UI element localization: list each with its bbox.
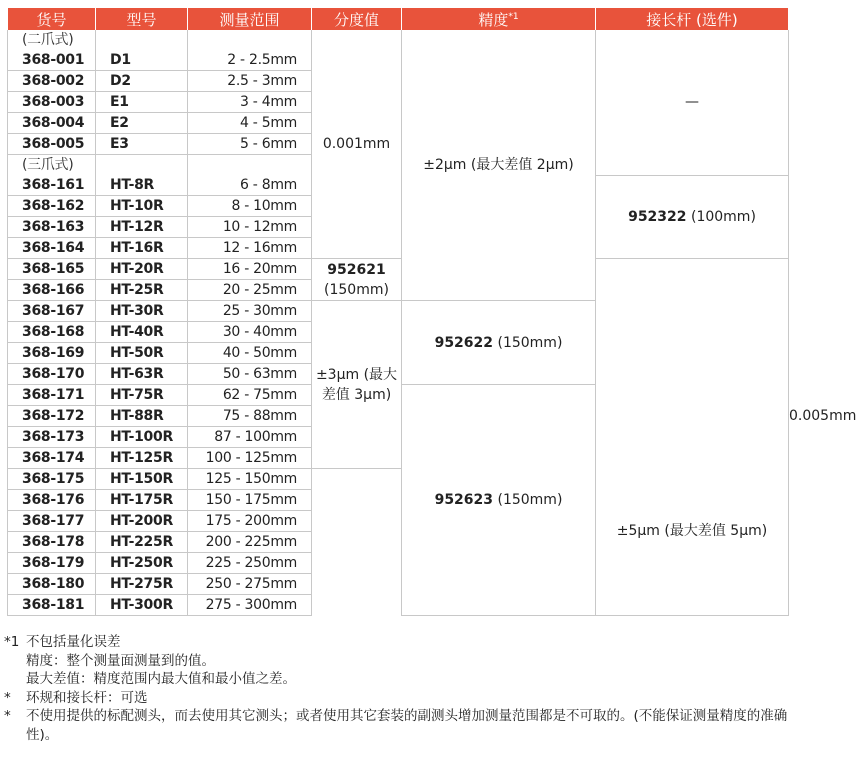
cell-range: 2 - 2.5mm [188,50,312,71]
table-row [8,301,789,322]
cell-code: 368-005 [8,134,96,155]
cell-range: 75 - 88mm [188,406,312,427]
group-row-two-point [8,30,789,50]
cell-model: HT-175R [96,490,188,511]
footnotes [4,633,788,744]
cell-code: 368-161 [8,175,96,196]
group-label-three-point: (三爪式) [8,155,96,176]
cell-model: D1 [96,50,188,71]
cell-code: 368-175 [8,469,96,490]
cell-code: 368-181 [8,595,96,616]
footnote-1-line2: 最大差值：精度范围内最大值和最小值之差。 [26,671,296,687]
cell-model: HT-25R [96,280,188,301]
cell-range: 50 - 63mm [188,364,312,385]
cell-model: E3 [96,134,188,155]
extension-code: 952621 [327,261,386,278]
footnote-text: 不包括量化误差 [26,634,121,650]
extension-length: (150mm) [497,334,563,351]
cell-code: 368-176 [8,490,96,511]
cell-model: HT-12R [96,217,188,238]
cell-code: 368-167 [8,301,96,322]
cell-code: 368-171 [8,385,96,406]
cell-range: 87 - 100mm [188,427,312,448]
footnote-mark: *1 [4,634,20,650]
cell-model: HT-275R [96,574,188,595]
group-label-two-point: (二爪式) [8,30,96,50]
footnote-1-line1: 精度：整个测量面测量到的值。 [26,652,215,669]
header-extension: 接长杆 (选件) [596,8,789,30]
group-spacer [188,30,312,50]
header-accuracy-label: 精度 [478,10,509,29]
cell-range: 150 - 175mm [188,490,312,511]
extension-length: (150mm) [497,492,563,508]
extension-length: (150mm) [324,281,389,298]
header-accuracy-mark: *1 [508,11,519,22]
cell-code: 368-002 [8,71,96,92]
cell-model: HT-10R [96,196,188,217]
cell-range: 275 - 300mm [188,595,312,616]
cell-model: HT-125R [96,448,188,469]
cell-range: 200 - 225mm [188,532,312,553]
extension-952622 [402,301,596,385]
cell-range: 125 - 150mm [188,469,312,490]
cell-range: 8 - 10mm [188,196,312,217]
cell-model: HT-8R [96,175,188,196]
extension-code: 952623 [434,492,494,508]
resolution-fine: 0.001mm [312,30,402,259]
cell-model: HT-75R [96,385,188,406]
cell-model: E2 [96,113,188,134]
accuracy-5um: ±5μm (最大差值 5μm) [596,448,789,616]
cell-range: 25 - 30mm [188,301,312,322]
cell-model: HT-300R [96,595,188,616]
cell-code: 368-169 [8,343,96,364]
cell-code: 368-170 [8,364,96,385]
footnote-2 [4,689,788,708]
cell-range: 2.5 - 3mm [188,71,312,92]
cell-range: 3 - 4mm [188,92,312,113]
extension-code: 952622 [434,334,494,351]
cell-range: 20 - 25mm [188,280,312,301]
footnote-mark: * [4,708,11,724]
cell-range: 5 - 6mm [188,134,312,155]
footnote-text: 环规和接长杆：可选 [26,689,148,706]
cell-code: 368-178 [8,532,96,553]
table-row [8,259,789,280]
cell-model: HT-30R [96,301,188,322]
header-model: 型号 [96,8,188,30]
cell-range: 10 - 12mm [188,217,312,238]
cell-code: 368-180 [8,574,96,595]
cell-range: 225 - 250mm [188,553,312,574]
header-range: 测量范围 [188,8,312,30]
group-spacer [96,30,188,50]
cell-range: 40 - 50mm [188,343,312,364]
footnote-mark: * [4,689,11,706]
cell-model: HT-100R [96,427,188,448]
footnote-text: 不使用提供的标配测头，而去使用其它测头；或者使用其它套装的副测头增加测量范围都是不可取的。(不能保证测量精度的准确性)。 [26,708,788,743]
cell-model: HT-50R [96,343,188,364]
cell-model: HT-20R [96,259,188,280]
cell-range: 100 - 125mm [188,448,312,469]
extension-code: 952322 [628,208,687,225]
cell-model: HT-63R [96,364,188,385]
cell-code: 368-168 [8,322,96,343]
cell-model: HT-250R [96,553,188,574]
extension-length: (100mm) [690,208,756,225]
cell-code: 368-162 [8,196,96,217]
cell-model: HT-40R [96,322,188,343]
extension-none: — [596,30,789,175]
header-accuracy [402,8,596,30]
cell-code: 368-173 [8,427,96,448]
cell-code: 368-004 [8,113,96,134]
group-spacer [188,155,312,176]
cell-range: 12 - 16mm [188,238,312,259]
cell-code: 368-164 [8,238,96,259]
cell-model: HT-88R [96,406,188,427]
extension-952623 [402,385,596,616]
cell-model: HT-200R [96,511,188,532]
cell-range: 250 - 275mm [188,574,312,595]
table-row: 368-164 HT-16R 12 - 16mm 0.005mm [8,238,789,259]
cell-code: 368-172 [8,406,96,427]
cell-code: 368-174 [8,448,96,469]
cell-model: HT-150R [96,469,188,490]
cell-code: 368-163 [8,217,96,238]
footnote-1 [4,633,788,652]
cell-model: E1 [96,92,188,113]
cell-model: D2 [96,71,188,92]
cell-range: 30 - 40mm [188,322,312,343]
cell-code: 368-001 [8,50,96,71]
cell-code: 368-003 [8,92,96,113]
cell-code: 368-179 [8,553,96,574]
accuracy-2um: ±2μm (最大差值 2μm) [402,30,596,301]
cell-code: 368-166 [8,280,96,301]
spec-table [7,8,856,616]
cell-range: 175 - 200mm [188,511,312,532]
cell-code: 368-177 [8,511,96,532]
cell-range: 6 - 8mm [188,175,312,196]
header-resolution: 分度值 [312,8,402,30]
cell-code: 368-165 [8,259,96,280]
extension-952322 [596,175,789,259]
cell-range: 4 - 5mm [188,113,312,134]
cell-range: 16 - 20mm [188,259,312,280]
accuracy-3um: ±3μm (最大差值 3μm) [312,301,402,469]
cell-model: HT-16R [96,238,188,259]
group-spacer [96,155,188,176]
footnote-3 [4,707,788,744]
cell-model: HT-225R [96,532,188,553]
header-row [8,8,789,30]
header-code: 货号 [8,8,96,30]
extension-952621 [312,259,402,301]
cell-range: 62 - 75mm [188,385,312,406]
